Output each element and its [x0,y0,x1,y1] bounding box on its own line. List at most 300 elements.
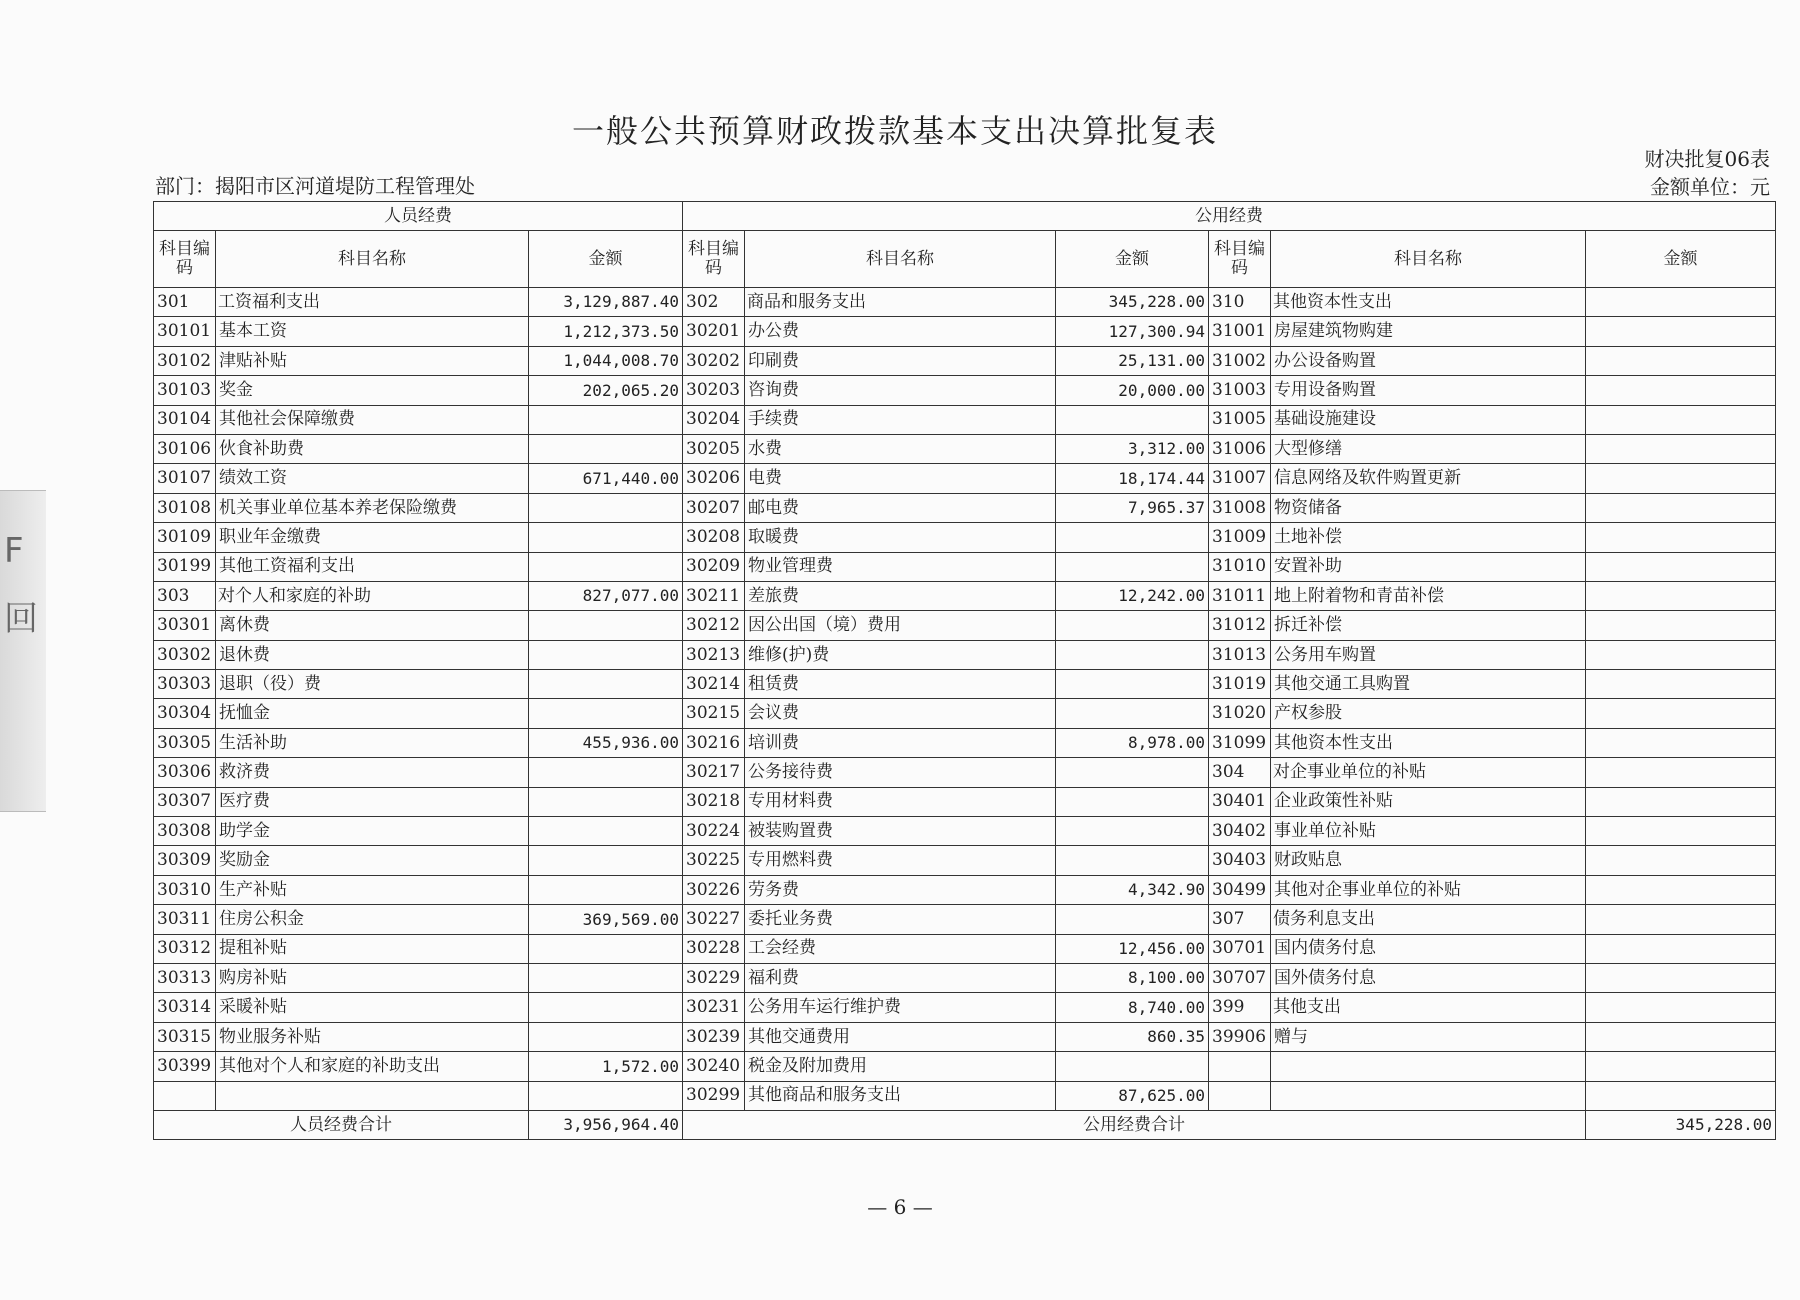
name-cell: 债务利息支出 [1271,905,1586,934]
amount-cell [529,493,683,522]
table-row [154,317,1776,346]
name-cell: 土地补偿 [1271,523,1586,552]
name-cell: 咨询费 [745,376,1056,405]
code-cell: 30209 [683,552,745,581]
amount-cell: 3,129,887.40 [529,288,683,317]
table-row [154,288,1776,317]
name-cell: 维修(护)费 [745,640,1056,669]
table-row [154,581,1776,610]
code-cell: 30304 [154,699,216,728]
personnel-total-label: 人员经费合计 [154,1110,529,1139]
table-row [154,846,1776,875]
amount-cell [1586,640,1776,669]
code-cell: 30403 [1209,846,1271,875]
name-cell: 商品和服务支出 [745,288,1056,317]
amount-cell [529,758,683,787]
table-row [154,611,1776,640]
name-cell: 企业政策性补贴 [1271,787,1586,816]
name-cell: 其他工资福利支出 [216,552,529,581]
code-cell: 30314 [154,993,216,1022]
code-cell: 30205 [683,434,745,463]
scan-shadow-strip [0,490,46,812]
name-cell: 基础设施建设 [1271,405,1586,434]
amount-cell [1056,787,1209,816]
amount-cell: 8,740.00 [1056,993,1209,1022]
amount-cell: 4,342.90 [1056,875,1209,904]
amount-cell [529,787,683,816]
header-column-row [154,231,1776,288]
amount-cell [1586,405,1776,434]
name-cell: 被装购置费 [745,817,1056,846]
personnel-total-amount: 3,956,964.40 [529,1110,683,1139]
amount-cell [1586,346,1776,375]
code-cell: 30308 [154,817,216,846]
amount-cell [529,552,683,581]
name-cell: 福利费 [745,963,1056,992]
table-row [154,552,1776,581]
code-cell: 31019 [1209,670,1271,699]
code-cell: 30206 [683,464,745,493]
name-cell: 手续费 [745,405,1056,434]
code-cell: 30101 [154,317,216,346]
code-cell: 30201 [683,317,745,346]
amount-cell [529,993,683,1022]
name-cell: 工会经费 [745,934,1056,963]
amount-cell [529,846,683,875]
name-cell: 工资福利支出 [216,288,529,317]
name-cell [216,1081,529,1110]
amount-cell [1056,640,1209,669]
public-total-label: 公用经费合计 [683,1110,1586,1139]
name-cell: 机关事业单位基本养老保险缴费 [216,493,529,522]
code-cell: 30199 [154,552,216,581]
amount-cell: 12,456.00 [1056,934,1209,963]
amount-cell [1586,993,1776,1022]
name-cell: 因公出国（境）费用 [745,611,1056,640]
name-cell: 住房公积金 [216,905,529,934]
code-cell: 30226 [683,875,745,904]
code-header: 科目编码 [683,231,745,288]
code-cell: 31006 [1209,434,1271,463]
name-cell: 地上附着物和青苗补偿 [1271,581,1586,610]
name-cell: 事业单位补贴 [1271,817,1586,846]
amount-cell [1056,817,1209,846]
code-cell: 30399 [154,1052,216,1081]
table-row [154,817,1776,846]
code-cell: 31005 [1209,405,1271,434]
name-cell: 奖金 [216,376,529,405]
table-row [154,1052,1776,1081]
name-cell [1271,1052,1586,1081]
name-cell: 办公费 [745,317,1056,346]
code-cell: 30313 [154,963,216,992]
amount-cell: 369,569.00 [529,905,683,934]
amount-header: 金额 [1056,231,1209,288]
amount-cell [1586,1052,1776,1081]
name-cell: 电费 [745,464,1056,493]
table-row [154,670,1776,699]
name-cell: 安置补助 [1271,552,1586,581]
table-row [154,758,1776,787]
table-row [154,464,1776,493]
code-cell: 30239 [683,1022,745,1051]
name-cell: 会议费 [745,699,1056,728]
code-cell: 30227 [683,905,745,934]
name-cell: 其他商品和服务支出 [745,1081,1056,1110]
public-total-amount: 345,228.00 [1586,1110,1776,1139]
name-cell: 专用燃料费 [745,846,1056,875]
amount-cell: 7,965.37 [1056,493,1209,522]
code-cell: 30103 [154,376,216,405]
table-row [154,875,1776,904]
code-cell: 30211 [683,581,745,610]
name-cell: 委托业务费 [745,905,1056,934]
amount-cell [1586,552,1776,581]
name-cell: 印刷费 [745,346,1056,375]
table-row [154,728,1776,757]
table-row [154,699,1776,728]
code-cell: 30311 [154,905,216,934]
code-cell: 30315 [154,1022,216,1051]
name-cell: 物业管理费 [745,552,1056,581]
code-cell: 399 [1209,993,1271,1022]
code-cell: 31003 [1209,376,1271,405]
name-cell: 产权参股 [1271,699,1586,728]
code-cell: 30225 [683,846,745,875]
code-cell: 30499 [1209,875,1271,904]
name-cell: 其他交通费用 [745,1022,1056,1051]
name-cell: 大型修缮 [1271,434,1586,463]
name-cell: 国内债务付息 [1271,934,1586,963]
code-cell: 30402 [1209,817,1271,846]
name-cell: 助学金 [216,817,529,846]
amount-cell: 127,300.94 [1056,317,1209,346]
amount-cell [1056,670,1209,699]
name-cell: 离休费 [216,611,529,640]
amount-cell [1586,934,1776,963]
code-cell: 30309 [154,846,216,875]
amount-cell [1586,317,1776,346]
totals-row [154,1110,1776,1139]
table-row [154,376,1776,405]
code-cell: 31002 [1209,346,1271,375]
amount-cell [1586,728,1776,757]
amount-cell: 1,572.00 [529,1052,683,1081]
code-cell: 30224 [683,817,745,846]
name-cell: 其他资本性支出 [1271,288,1586,317]
code-cell: 30299 [683,1081,745,1110]
amount-cell: 455,936.00 [529,728,683,757]
personnel-group-header: 人员经费 [154,202,683,231]
amount-cell [1056,523,1209,552]
amount-cell: 20,000.00 [1056,376,1209,405]
table-row [154,993,1776,1022]
code-cell: 30104 [154,405,216,434]
code-header: 科目编码 [1209,231,1271,288]
name-cell: 物业服务补贴 [216,1022,529,1051]
name-cell: 税金及附加费用 [745,1052,1056,1081]
name-cell: 采暖补贴 [216,993,529,1022]
amount-cell [529,523,683,552]
name-cell: 购房补贴 [216,963,529,992]
amount-cell [529,934,683,963]
name-cell: 水费 [745,434,1056,463]
name-cell: 赠与 [1271,1022,1586,1051]
code-cell: 30301 [154,611,216,640]
amount-cell [1586,963,1776,992]
table-row [154,405,1776,434]
code-cell: 30106 [154,434,216,463]
amount-cell: 671,440.00 [529,464,683,493]
amount-cell [1586,288,1776,317]
name-cell: 绩效工资 [216,464,529,493]
amount-header: 金额 [529,231,683,288]
code-cell: 31008 [1209,493,1271,522]
table-row [154,1022,1776,1051]
code-cell: 30310 [154,875,216,904]
amount-header: 金额 [1586,231,1776,288]
name-cell: 对企事业单位的补贴 [1271,758,1586,787]
department-label: 部门：揭阳市区河道堤防工程管理处 [155,174,475,198]
code-cell: 30231 [683,993,745,1022]
code-cell: 30102 [154,346,216,375]
name-cell: 差旅费 [745,581,1056,610]
name-header: 科目名称 [745,231,1056,288]
name-cell: 对个人和家庭的补助 [216,581,529,610]
amount-cell [529,817,683,846]
amount-cell [1586,846,1776,875]
code-cell: 30302 [154,640,216,669]
page-title: 一般公共预算财政拨款基本支出决算批复表 [571,112,1218,150]
table-row [154,1081,1776,1110]
name-cell: 医疗费 [216,787,529,816]
amount-cell [1586,464,1776,493]
code-cell: 30107 [154,464,216,493]
code-cell: 30109 [154,523,216,552]
name-cell: 退休费 [216,640,529,669]
code-cell: 31020 [1209,699,1271,728]
name-cell: 办公设备购置 [1271,346,1586,375]
table-row [154,787,1776,816]
name-cell: 信息网络及软件购置更新 [1271,464,1586,493]
amount-cell [1586,699,1776,728]
amount-cell [1586,376,1776,405]
code-cell: 310 [1209,288,1271,317]
amount-cell [529,1022,683,1051]
name-cell: 生产补贴 [216,875,529,904]
code-cell: 31010 [1209,552,1271,581]
code-header: 科目编码 [154,231,216,288]
amount-cell [529,963,683,992]
code-cell [1209,1052,1271,1081]
code-cell: 302 [683,288,745,317]
name-cell: 其他交通工具购置 [1271,670,1586,699]
code-cell: 30303 [154,670,216,699]
code-cell: 31099 [1209,728,1271,757]
amount-cell [529,670,683,699]
table-row [154,640,1776,669]
amount-cell: 87,625.00 [1056,1081,1209,1110]
name-cell: 租赁费 [745,670,1056,699]
name-cell: 退职（役）费 [216,670,529,699]
amount-cell: 12,242.00 [1056,581,1209,610]
code-cell: 304 [1209,758,1271,787]
code-cell: 39906 [1209,1022,1271,1051]
amount-cell [1586,817,1776,846]
code-cell: 30216 [683,728,745,757]
amount-cell [1586,758,1776,787]
amount-cell [1586,1081,1776,1110]
name-cell: 拆迁补偿 [1271,611,1586,640]
name-header: 科目名称 [1271,231,1586,288]
name-cell: 其他社会保障缴费 [216,405,529,434]
name-cell: 生活补助 [216,728,529,757]
public-group-header: 公用经费 [683,202,1776,231]
code-cell: 30312 [154,934,216,963]
code-cell: 31001 [1209,317,1271,346]
name-cell: 公务接待费 [745,758,1056,787]
name-cell: 其他对企事业单位的补贴 [1271,875,1586,904]
header-group-row [154,202,1776,231]
code-cell: 30218 [683,787,745,816]
name-cell: 其他支出 [1271,993,1586,1022]
code-cell: 30306 [154,758,216,787]
amount-cell [529,434,683,463]
code-cell: 30401 [1209,787,1271,816]
amount-cell [1056,846,1209,875]
amount-cell [529,405,683,434]
amount-cell [529,640,683,669]
name-cell [1271,1081,1586,1110]
code-cell: 30214 [683,670,745,699]
code-cell: 303 [154,581,216,610]
code-cell: 31012 [1209,611,1271,640]
amount-cell: 25,131.00 [1056,346,1209,375]
budget-table [153,201,1776,1140]
code-cell: 30213 [683,640,745,669]
code-cell: 30203 [683,376,745,405]
amount-cell: 1,212,373.50 [529,317,683,346]
form-number: 财决批复06表 [1644,147,1770,171]
amount-cell [1586,875,1776,904]
code-cell [1209,1081,1271,1110]
amount-cell [1056,758,1209,787]
name-header: 科目名称 [216,231,529,288]
code-cell: 30204 [683,405,745,434]
code-cell: 30307 [154,787,216,816]
name-cell: 物资储备 [1271,493,1586,522]
code-cell: 30701 [1209,934,1271,963]
table-row [154,905,1776,934]
code-cell: 30707 [1209,963,1271,992]
name-cell: 专用材料费 [745,787,1056,816]
name-cell: 职业年金缴费 [216,523,529,552]
code-cell: 30228 [683,934,745,963]
amount-cell [1586,581,1776,610]
code-cell: 30240 [683,1052,745,1081]
amount-cell [1586,787,1776,816]
name-cell: 其他对个人和家庭的补助支出 [216,1052,529,1081]
scan-mark-1: F [4,531,24,571]
amount-cell [1586,434,1776,463]
name-cell: 伙食补助费 [216,434,529,463]
amount-cell [1056,405,1209,434]
code-cell: 30108 [154,493,216,522]
amount-cell [1056,611,1209,640]
amount-cell [1586,905,1776,934]
code-cell: 30207 [683,493,745,522]
table-row [154,346,1776,375]
name-cell: 邮电费 [745,493,1056,522]
table-row [154,434,1776,463]
amount-unit: 金额单位：元 [1650,175,1770,199]
amount-cell [1056,1052,1209,1081]
name-cell: 国外债务付息 [1271,963,1586,992]
name-cell: 公务用车运行维护费 [745,993,1056,1022]
amount-cell [1586,493,1776,522]
name-cell: 取暖费 [745,523,1056,552]
amount-cell: 1,044,008.70 [529,346,683,375]
page-number: — 6 — [867,1195,933,1219]
code-cell: 30229 [683,963,745,992]
name-cell: 房屋建筑物购建 [1271,317,1586,346]
name-cell: 公务用车购置 [1271,640,1586,669]
code-cell: 30305 [154,728,216,757]
amount-cell [1056,905,1209,934]
amount-cell [1056,552,1209,581]
name-cell: 奖励金 [216,846,529,875]
name-cell: 抚恤金 [216,699,529,728]
amount-cell [529,1081,683,1110]
amount-cell [1586,1022,1776,1051]
scan-mark-2: 回 [4,599,38,639]
code-cell [154,1081,216,1110]
name-cell: 劳务费 [745,875,1056,904]
amount-cell [529,611,683,640]
amount-cell: 8,100.00 [1056,963,1209,992]
amount-cell: 827,077.00 [529,581,683,610]
table-row [154,523,1776,552]
code-cell: 30215 [683,699,745,728]
name-cell: 专用设备购置 [1271,376,1586,405]
code-cell: 307 [1209,905,1271,934]
code-cell: 30212 [683,611,745,640]
code-cell: 30202 [683,346,745,375]
amount-cell [529,699,683,728]
amount-cell [529,875,683,904]
name-cell: 提租补贴 [216,934,529,963]
name-cell: 基本工资 [216,317,529,346]
code-cell: 31013 [1209,640,1271,669]
amount-cell: 860.35 [1056,1022,1209,1051]
code-cell: 31007 [1209,464,1271,493]
table-row [154,493,1776,522]
table-row [154,963,1776,992]
amount-cell [1586,611,1776,640]
amount-cell [1586,523,1776,552]
table-row [154,934,1776,963]
code-cell: 31009 [1209,523,1271,552]
code-cell: 301 [154,288,216,317]
amount-cell: 3,312.00 [1056,434,1209,463]
code-cell: 31011 [1209,581,1271,610]
amount-cell: 202,065.20 [529,376,683,405]
amount-cell [1056,699,1209,728]
name-cell: 其他资本性支出 [1271,728,1586,757]
amount-cell: 345,228.00 [1056,288,1209,317]
amount-cell [1586,670,1776,699]
amount-cell: 18,174.44 [1056,464,1209,493]
